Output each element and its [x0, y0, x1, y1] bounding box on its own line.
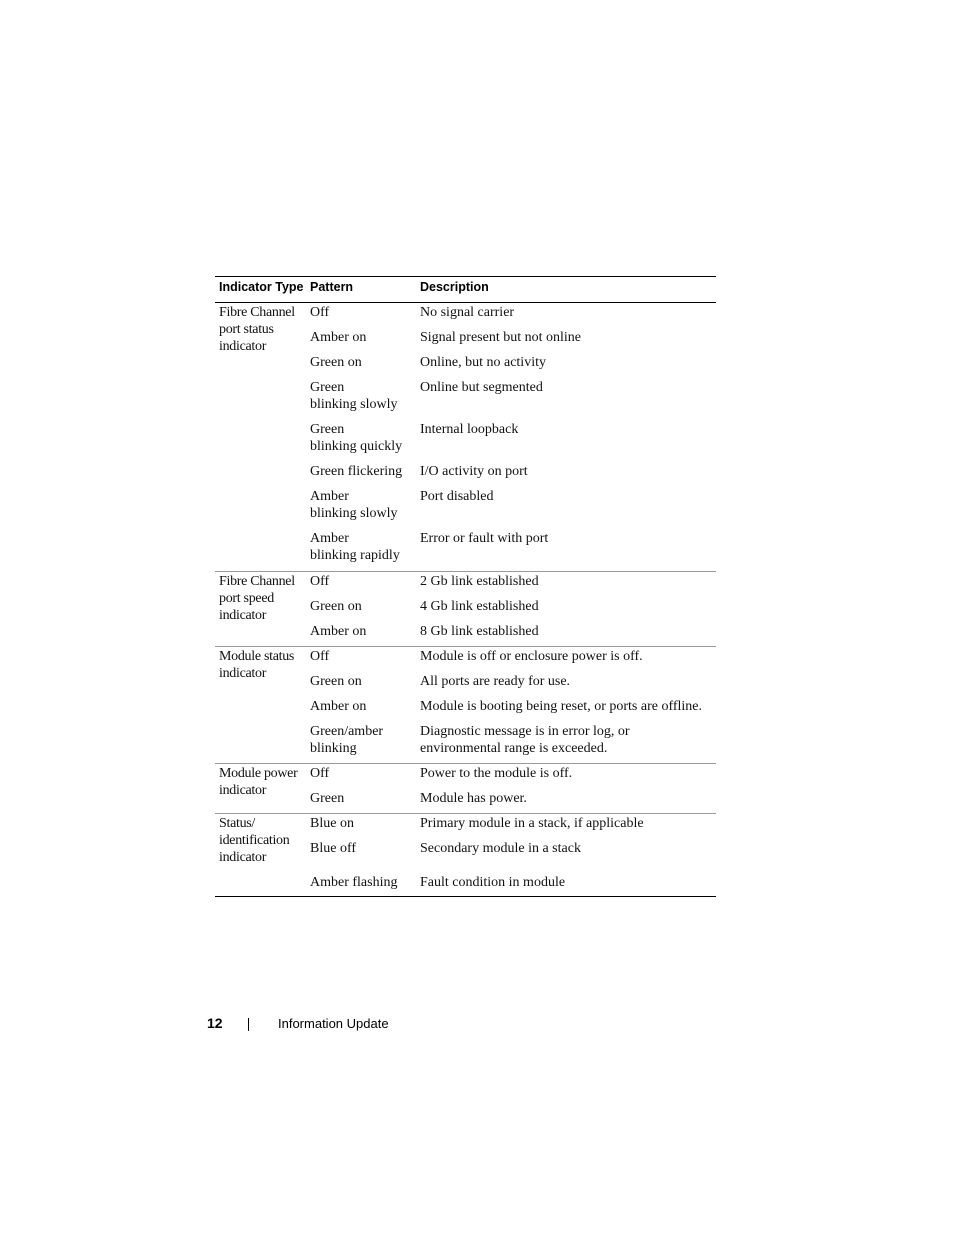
- table-row: [310, 303, 716, 328]
- description-cell: Port disabled: [420, 489, 494, 504]
- pattern-cell: Green flickering: [310, 464, 403, 479]
- table-row: [310, 764, 716, 789]
- table-row: [310, 529, 716, 571]
- pattern-cell: Green on: [310, 674, 362, 689]
- description-cell: 8 Gb link established: [420, 624, 539, 639]
- table-row: [310, 839, 716, 873]
- table-row: [310, 378, 716, 420]
- table-row: [310, 353, 716, 378]
- header-pattern: Pattern: [310, 280, 354, 294]
- table-group: [215, 646, 716, 763]
- description-cell: All ports are ready for use.: [420, 674, 571, 689]
- table-row: [310, 487, 716, 529]
- table-row: [310, 328, 716, 353]
- indicator-table: [215, 276, 716, 897]
- pattern-cell: Green/amber blinking: [310, 724, 384, 756]
- description-cell: Power to the module is off.: [420, 766, 573, 781]
- table-row: [310, 572, 716, 597]
- pattern-cell: Off: [310, 766, 330, 781]
- indicator-type-cell: Module status indicator: [219, 649, 295, 681]
- pattern-cell: Blue off: [310, 841, 357, 856]
- table-group: [215, 571, 716, 646]
- header-indicator-type: Indicator Type: [219, 280, 304, 294]
- description-cell: Online, but no activity: [420, 355, 546, 370]
- table-row: [310, 420, 716, 462]
- table-row: [310, 722, 716, 763]
- header-description: Description: [420, 280, 489, 294]
- description-cell: Error or fault with port: [420, 531, 549, 546]
- description-cell: Primary module in a stack, if applicable: [420, 816, 644, 831]
- indicator-type-cell: Status/ identification indicator: [219, 816, 290, 865]
- description-cell: No signal carrier: [420, 305, 515, 320]
- table-group: [215, 303, 716, 571]
- indicator-type-cell: Module power indicator: [219, 766, 298, 798]
- pattern-cell: Amber blinking rapidly: [310, 531, 400, 563]
- table-row: [310, 647, 716, 672]
- description-cell: Signal present but not online: [420, 330, 581, 345]
- pattern-cell: Green on: [310, 599, 362, 614]
- table-row: [310, 814, 716, 839]
- pattern-cell: Blue on: [310, 816, 354, 831]
- description-cell: Module has power.: [420, 791, 527, 806]
- description-cell: Online but segmented: [420, 380, 543, 395]
- pattern-cell: Green: [310, 791, 345, 806]
- table-row: [310, 597, 716, 622]
- pattern-cell: Off: [310, 649, 330, 664]
- pattern-cell: Amber on: [310, 699, 367, 714]
- pattern-cell: Green blinking slowly: [310, 380, 398, 412]
- pattern-cell: Green on: [310, 355, 362, 370]
- description-cell: Fault condition in module: [420, 875, 566, 890]
- footer-separator: [248, 1018, 249, 1031]
- indicator-type-cell: Fibre Channel port status indicator: [219, 305, 295, 354]
- indicator-type-cell: Fibre Channel port speed indicator: [219, 574, 295, 623]
- pattern-cell: Amber flashing: [310, 875, 398, 890]
- description-cell: Module is booting being reset, or ports are offline.: [420, 699, 703, 714]
- description-cell: 2 Gb link established: [420, 574, 539, 589]
- table-row: [310, 789, 716, 813]
- description-cell: Module is off or enclosure power is off.: [420, 649, 643, 664]
- table-row: [310, 462, 716, 487]
- description-cell: I/O activity on port: [420, 464, 528, 479]
- pattern-cell: Amber blinking slowly: [310, 489, 398, 521]
- table-row: [310, 622, 716, 646]
- table-group: [215, 763, 716, 813]
- table-row: [310, 873, 716, 896]
- description-cell: Secondary module in a stack: [420, 841, 581, 856]
- description-cell: Internal loopback: [420, 422, 519, 437]
- footer-title: Information Update: [278, 1016, 389, 1031]
- pattern-cell: Amber on: [310, 330, 367, 345]
- table-header-row: [215, 277, 716, 303]
- pattern-cell: Off: [310, 305, 330, 320]
- pattern-cell: Off: [310, 574, 330, 589]
- description-cell: Diagnostic message is in error log, or environmental range is exceeded.: [420, 724, 630, 756]
- table-group: [215, 813, 716, 896]
- description-cell: 4 Gb link established: [420, 599, 539, 614]
- page-number: 12: [207, 1015, 223, 1031]
- table-row: [310, 697, 716, 722]
- pattern-cell: Amber on: [310, 624, 367, 639]
- pattern-cell: Green blinking quickly: [310, 422, 403, 454]
- table-row: [310, 672, 716, 697]
